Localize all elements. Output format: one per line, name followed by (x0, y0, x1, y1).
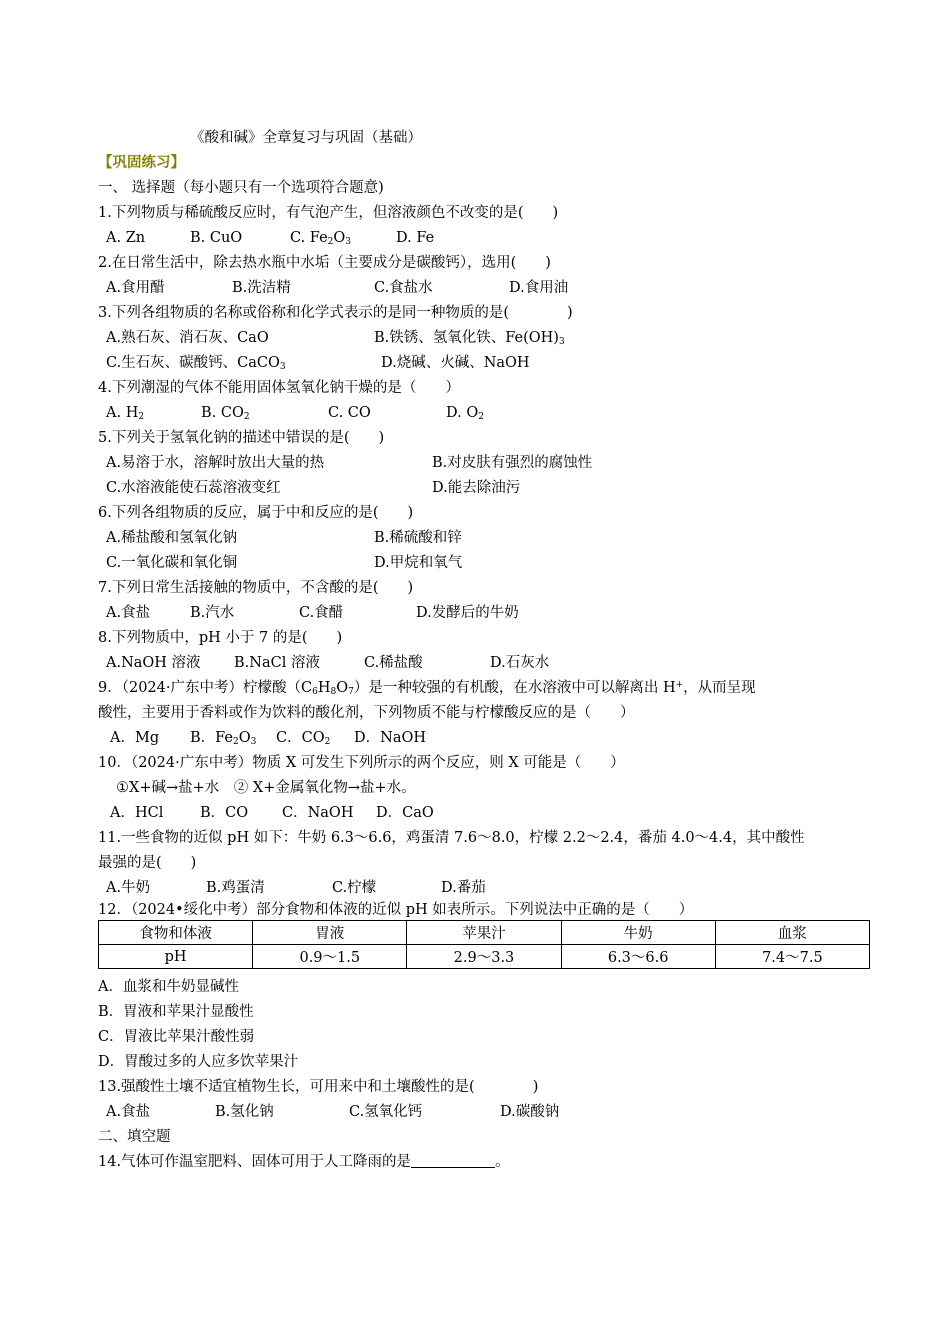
q13-option-d: D.碳酸钠 (500, 1104, 560, 1120)
q11-stem-line2: 最强的是( ) (98, 855, 197, 871)
q9-stem-line2: 酸性，主要用于香料或作为饮料的酸化剂，下列物质不能与柠檬酸反应的是（ ） (98, 705, 635, 721)
q14-stem: 14.气体可作温室肥料、固体可用于人工降雨的是 。 (98, 1154, 510, 1170)
table-row (99, 945, 870, 969)
q2-option-c: C.食盐水 (374, 280, 433, 296)
table-cell: pH (99, 945, 253, 969)
table-cell: 苹果汁 (407, 921, 561, 945)
q10-option-d: D．CaO (376, 805, 434, 821)
page-title: 《酸和碱》全章复习与巩固（基础） (190, 130, 422, 146)
q4-option-b: B. $CO_2$ (201, 405, 250, 422)
q1-option-d: D. Fe (396, 230, 435, 246)
q7-option-a: A.食盐 (106, 605, 151, 621)
q6-option-c: C.一氧化碳和氧化铜 (106, 555, 238, 571)
q13-stem: 13.强酸性土壤不适宜植物生长，可用来中和土壤酸性的是( ) (98, 1079, 539, 1095)
q6-option-a: A.稀盐酸和氢氧化钠 (106, 530, 238, 546)
q10-stem: 10．（2024·广东中考）物质 X 可发生下列所示的两个反应，则 X 可能是（ ） (98, 755, 625, 771)
q3-option-b: B.铁锈、氢氧化铁、$Fe(OH)_3$ (374, 330, 565, 347)
q12-option-a: A．血浆和牛奶显碱性 (98, 979, 239, 995)
q7-stem: 7.下列日常生活接触的物质中，不含酸的是( ) (98, 580, 414, 596)
q10-option-c: C．NaOH (282, 805, 354, 821)
table-cell: 7.4～7.5 (715, 945, 869, 969)
q3-option-a: A.熟石灰、消石灰、CaO (106, 330, 269, 346)
q12-option-c: C．胃液比苹果汁酸性弱 (98, 1029, 255, 1045)
table-cell: 食物和体液 (99, 921, 253, 945)
q11-option-a: A.牛奶 (106, 880, 151, 896)
table-cell: 0.9～1.5 (253, 945, 407, 969)
q1-option-c: C. $Fe_2O_3$ (290, 230, 352, 247)
q11-option-c: C.柠檬 (332, 880, 377, 896)
q2-option-d: D.食用油 (509, 280, 569, 296)
part1-heading: 一、 选择题（每小题只有一个选项符合题意) (98, 180, 384, 196)
q1-option-a: A. Zn (106, 230, 146, 246)
q5-option-c: C.水溶液能使石蕊溶液变红 (106, 480, 281, 496)
q2-option-b: B.洗洁精 (232, 280, 291, 296)
q9-option-a: A．Mg (110, 730, 160, 746)
q7-option-b: B.汽水 (190, 605, 235, 621)
q4-option-a: A. $H_2$ (106, 405, 145, 422)
q4-option-d: D. $O_2$ (446, 405, 484, 422)
q9-stem-line1: 9．（2024·广东中考）柠檬酸$(C_6H_8O_7)$是一种较强的有机酸，在水溶液中可以解离出 H+，从而呈现 (98, 680, 756, 697)
q3-option-c: C.生石灰、碳酸钙、CaCO$_3$ (106, 355, 286, 372)
q8-option-b: B.NaCl 溶液 (234, 655, 320, 671)
answer-blank[interactable] (411, 1152, 495, 1168)
q6-option-b: B.稀硫酸和锌 (374, 530, 462, 546)
q8-option-a: A.NaOH 溶液 (106, 655, 201, 671)
section-heading: 【巩固练习】 (98, 154, 185, 171)
q12-stem: 12．（2024•绥化中考）部分食物和体液的近似 pH 如表所示。下列说法中正确的是（ ） (98, 902, 694, 918)
q3-stem: 3.下列各组物质的名称或俗称和化学式表示的是同一种物质的是( ) (98, 305, 573, 321)
q8-option-c: C.稀盐酸 (364, 655, 423, 671)
q1-option-b: B. CuO (190, 230, 243, 246)
q2-option-a: A.食用醋 (106, 280, 165, 296)
q3-option-d: D.烧碱、火碱、NaOH (381, 355, 530, 371)
table-cell: 6.3～6.6 (561, 945, 715, 969)
q13-option-a: A.食盐 (106, 1104, 151, 1120)
q12-option-b: B．胃液和苹果汁显酸性 (98, 1004, 254, 1020)
q10-option-b: B．CO (200, 805, 249, 821)
q6-option-d: D.甲烷和氧气 (374, 555, 463, 571)
q8-stem: 8.下列物质中，pH 小于 7 的是( ) (98, 630, 343, 646)
q4-stem: 4.下列潮湿的气体不能用固体氢氧化钠干燥的是（ ） (98, 380, 460, 396)
table-cell: 血浆 (715, 921, 869, 945)
q11-stem-line1: 11.一些食物的近似 pH 如下：牛奶 6.3～6.6，鸡蛋清 7.6～8.0，柠檬 2.2～2.4，番茄 4.0～4.4，其中酸性 (98, 830, 805, 846)
q6-stem: 6.下列各组物质的反应，属于中和反应的是( ) (98, 505, 414, 521)
q13-option-b: B.氢化钠 (215, 1104, 274, 1120)
q10-option-a: A．HCl (110, 805, 164, 821)
q11-option-d: D.番茄 (441, 880, 486, 896)
q4-option-c: C. CO (328, 405, 371, 421)
q8-option-d: D.石灰水 (490, 655, 550, 671)
q12-option-d: D．胃酸过多的人应多饮苹果汁 (98, 1054, 299, 1070)
q5-option-d: D.能去除油污 (432, 480, 521, 496)
ph-table (98, 920, 870, 969)
q13-option-c: C.氢氧化钙 (349, 1104, 423, 1120)
q9-option-b: B．$Fe_2O_3$ (190, 730, 257, 747)
table-cell: 牛奶 (561, 921, 715, 945)
part2-heading: 二、填空题 (98, 1129, 171, 1145)
q7-option-d: D.发酵后的牛奶 (416, 605, 519, 621)
q5-stem: 5.下列关于氢氧化钠的描述中错误的是( ) (98, 430, 385, 446)
q5-option-a: A.易溶于水，溶解时放出大量的热 (106, 455, 325, 471)
q1-stem: 1.下列物质与稀硫酸反应时，有气泡产生，但溶液颜色不改变的是( ) (98, 205, 559, 221)
table-cell: 胃液 (253, 921, 407, 945)
q11-option-b: B.鸡蛋清 (206, 880, 265, 896)
q7-option-c: C.食醋 (299, 605, 344, 621)
table-cell: 2.9～3.3 (407, 945, 561, 969)
q10-reactions: ①X+碱→盐+水 ② X+金属氧化物→盐+水。 (116, 780, 416, 796)
q9-option-d: D．NaOH (354, 730, 426, 746)
q5-option-b: B.对皮肤有强烈的腐蚀性 (432, 455, 593, 471)
q2-stem: 2.在日常生活中，除去热水瓶中水垢（主要成分是碳酸钙），选用( ) (98, 255, 551, 271)
q9-option-c: C．$CO_2$ (276, 730, 331, 747)
table-header-row (99, 921, 870, 945)
